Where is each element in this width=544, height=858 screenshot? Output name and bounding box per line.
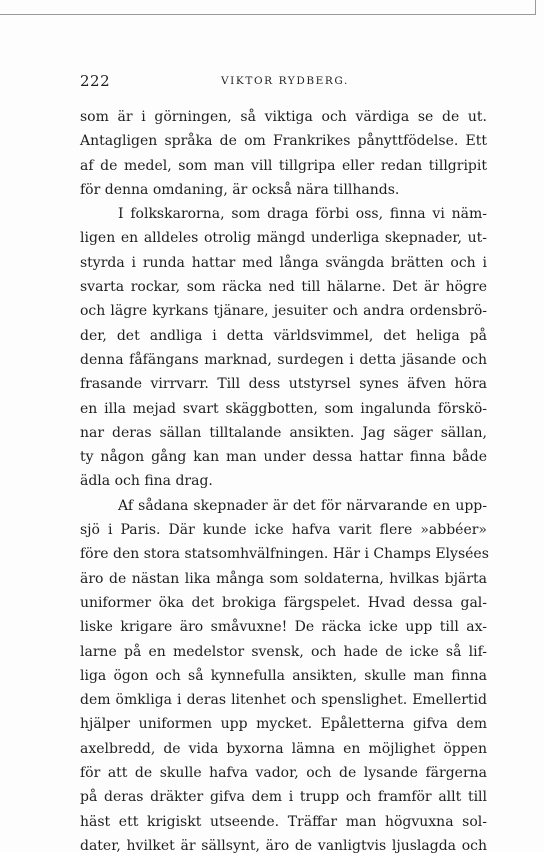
text-line: på deras dräkter gifva dem i trupp och framför allt till xyxy=(80,789,487,806)
text-line: för att de skulle hafva vador, och de lysande färgerna xyxy=(80,765,487,782)
text-line: af de medel, som man vill tillgripa eller redan tillgripit xyxy=(80,157,487,174)
text-line: en illa mejad svart skäggbotten, som ingalunda förskö- xyxy=(80,400,487,417)
text-line: sjö i Paris. Där kunde icke hafva varit flere »abbéer» xyxy=(80,522,487,539)
page-header xyxy=(80,72,490,92)
text-line: der, det andliga i detta världsvimmel, det heliga på xyxy=(80,327,487,344)
text-line: som är i görningen, så viktiga och värdiga se de ut. xyxy=(80,109,487,125)
text-line: dater, hvilket är sällsynt, äro de vanligtvis ljuslagda och xyxy=(80,837,487,854)
text-line: häst ett krigiskt utseende. Träffar man högvuxna sol- xyxy=(80,813,487,830)
text-line: hjälper uniformen upp mycket. Epåletterna gifva dem xyxy=(80,716,487,733)
text-line: för denna omdaning, är också nära tillhands. xyxy=(80,181,400,198)
text-line: ädla och fina drag. xyxy=(80,473,213,490)
scan-edge-rule xyxy=(0,14,536,15)
text-line: svarta rockar, som räcka ned till hälarne. Det är högre xyxy=(80,279,487,296)
text-line: Af sådana skepnader är det för närvarande en upp- xyxy=(118,497,487,514)
text-line: dem ömkliga i deras litenhet och spenslighet. Emellertid xyxy=(80,692,487,709)
text-line: äro de nästan lika många som soldaterna, hvilkas bjärta xyxy=(80,570,487,587)
text-line: ty någon gång kan man under dessa hattar finna både xyxy=(80,449,487,466)
body-text xyxy=(80,105,487,858)
text-line: frasande virrvarr. Till dess utstyrsel synes äfven höra xyxy=(80,376,487,393)
text-line: styrda i runda hattar med långa svängda brätten och i xyxy=(80,254,487,271)
scan-edge-corner xyxy=(535,0,536,15)
text-line: I folkskarorna, som draga förbi oss, finna vi näm- xyxy=(118,206,487,223)
text-line: Antagligen språka de om Frankrikes pånyttfödelse. Ett xyxy=(80,133,487,150)
text-line: larne på en medelstor svensk, och hade de icke så lif- xyxy=(80,643,487,660)
text-line: ligen en alldeles otrolig mängd underliga skepnader, ut- xyxy=(80,230,487,247)
text-line: och lägre kyrkans tjänare, jesuiter och andra ordensbrö- xyxy=(80,303,487,320)
text-line: denna fåfängans marknad, surdegen i detta jäsande och xyxy=(80,351,487,368)
text-line: uniformer öka det brokiga färgspelet. Hvad dessa gal- xyxy=(80,594,487,611)
page-number: 222 xyxy=(80,72,111,90)
text-line: före den stora statsomhvälfningen. Här i Champs Elysées xyxy=(80,546,489,563)
text-line: liga ögon och så kynnefulla ansikten, skulle man finna xyxy=(80,667,487,684)
text-line: nar deras sällan tilltalande ansikten. Jag säger sällan, xyxy=(80,424,487,441)
text-line: liske krigare äro småvuxne! De räcka icke upp till ax- xyxy=(80,619,487,636)
text-line: axelbredd, de vida byxorna lämna en möjlighet öppen xyxy=(80,740,487,757)
running-head: VIKTOR RYDBERG. xyxy=(220,75,349,87)
